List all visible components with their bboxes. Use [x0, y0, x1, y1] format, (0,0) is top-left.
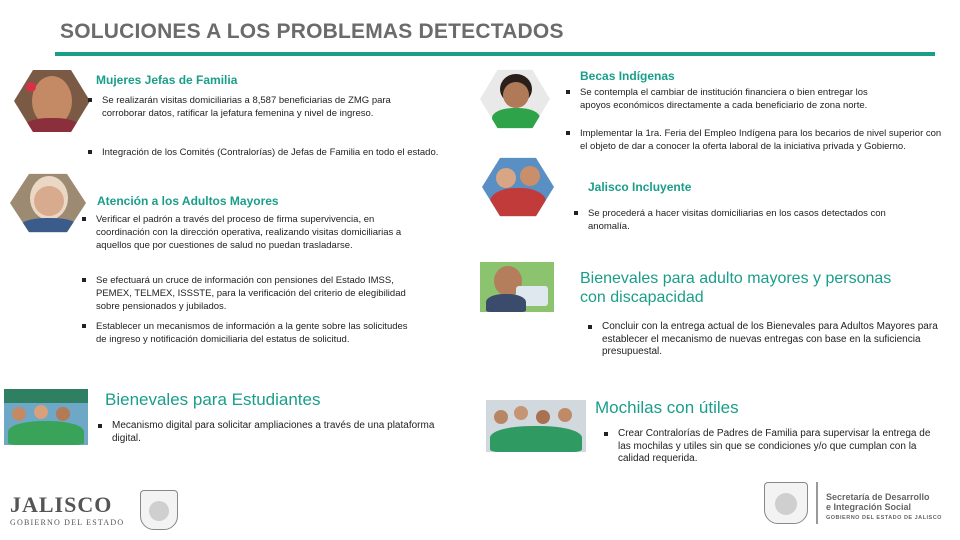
- estudiantes-photo: [4, 389, 88, 445]
- bullet-marker: [588, 325, 592, 329]
- adultos-heading: Atención a los Adultos Mayores: [97, 194, 279, 208]
- incluyente-heading: Jalisco Incluyente: [588, 180, 692, 194]
- mujeres-bullet-2: Integración de los Comités (Contralorías) de Jefas de Familia en todo el estado.: [88, 146, 458, 159]
- mochilas-bullet-1: Crear Contralorías de Padres de Familia para supervisar la entrega de las mochilas y utiles sin que se condiciones y/o que cumplan con la calidad requerida.: [604, 428, 944, 466]
- mochilas-heading: Mochilas con útiles: [595, 398, 739, 417]
- jalisco-wordmark: JALISCO: [10, 492, 113, 517]
- bullet-marker: [604, 432, 608, 436]
- bienevales-adultos-bullet-1: Concluir con la entrega actual de los Bienevales para Adultos Mayores para establecer el mecanismo de nuevas entregas con base en la suficiencia presupuestal.: [588, 321, 938, 359]
- jalisco-coat-of-arms-icon: [140, 490, 178, 530]
- becas-photo: [480, 68, 550, 130]
- bullet-marker: [82, 278, 86, 282]
- bullet-marker: [566, 131, 570, 135]
- adultos-bullet-1: Verificar el padrón a través del proceso de firma supervivencia, en coordinación con la dirección operativa, realizando visitas domiciliarias a aquellos que por cuestiones de salud no puedan trasladarse.: [82, 213, 430, 252]
- sedis-logo: [826, 492, 956, 521]
- gobierno-del-estado-text: GOBIERNO DEL ESTADO: [10, 518, 125, 527]
- bullet-marker: [574, 211, 578, 215]
- sedis-line-1: Secretaría de Desarrollo: [826, 492, 930, 502]
- incluyente-bullet-1: Se procederá a hacer visitas domiciliarias en los casos detectados con anomalía.: [574, 207, 894, 233]
- becas-heading: Becas Indígenas: [580, 69, 675, 83]
- estudiantes-heading: Bienevales para Estudiantes: [105, 390, 321, 409]
- jalisco-logo: [10, 492, 124, 527]
- mujeres-photo: [14, 68, 90, 134]
- logo-divider: [816, 482, 818, 524]
- title-underline: [55, 52, 935, 56]
- bienevales-adultos-photo: [480, 262, 554, 312]
- sedis-line-3: GOBIERNO DEL ESTADO DE JALISCO: [826, 515, 942, 521]
- mujeres-heading: Mujeres Jefas de Familia: [96, 73, 238, 87]
- bullet-marker: [98, 424, 102, 428]
- bienevales-adultos-heading: Bienevales para adulto mayores y personas con discapacidad: [580, 270, 892, 306]
- bullet-marker: [82, 217, 86, 221]
- incluyente-photo: [482, 156, 554, 218]
- bullet-marker: [88, 150, 92, 154]
- adultos-photo: [10, 172, 86, 234]
- adultos-bullet-3: Establecer un mecanismos de información a la gente sobre las solicitudes de ingreso y notificación domiciliaria del estatus de solicitud.: [82, 320, 412, 346]
- sedis-coat-of-arms-icon: [764, 482, 808, 524]
- bullet-marker: [88, 98, 92, 102]
- becas-bullet-2: Implementar la 1ra. Feria del Empleo Indígena para los becarios de nivel superior con el objeto de dar a conocer la oferta laboral de la iniciativa privada y Gobierno.: [566, 127, 950, 153]
- adultos-bullet-2: Se efectuará un cruce de información con pensiones del Estado IMSS, PEMEX, TELMEX, ISSSTE, para la verificación del criterio de elegibilidad sobre pensionados y jubilados.: [82, 274, 430, 313]
- sedis-line-2: e Integración Social: [826, 502, 912, 512]
- bullet-marker: [82, 324, 86, 328]
- page-title: SOLUCIONES A LOS PROBLEMAS DETECTADOS: [60, 20, 564, 43]
- estudiantes-bullet-1: Mecanismo digital para solicitar ampliaciones a través de una plataforma digital.: [98, 420, 438, 445]
- mujeres-bullet-1: Se realizarán visitas domiciliarias a 8,587 beneficiarias de ZMG para corroborar datos, ratificar la jefatura femenina y nivel de ingreso.: [88, 94, 416, 120]
- mochilas-photo: [486, 400, 586, 452]
- becas-bullet-1: Se contempla el cambiar de institución financiera o bien entregar los apoyos económicos directamente a cada beneficiario de zona norte.: [566, 86, 892, 112]
- bullet-marker: [566, 90, 570, 94]
